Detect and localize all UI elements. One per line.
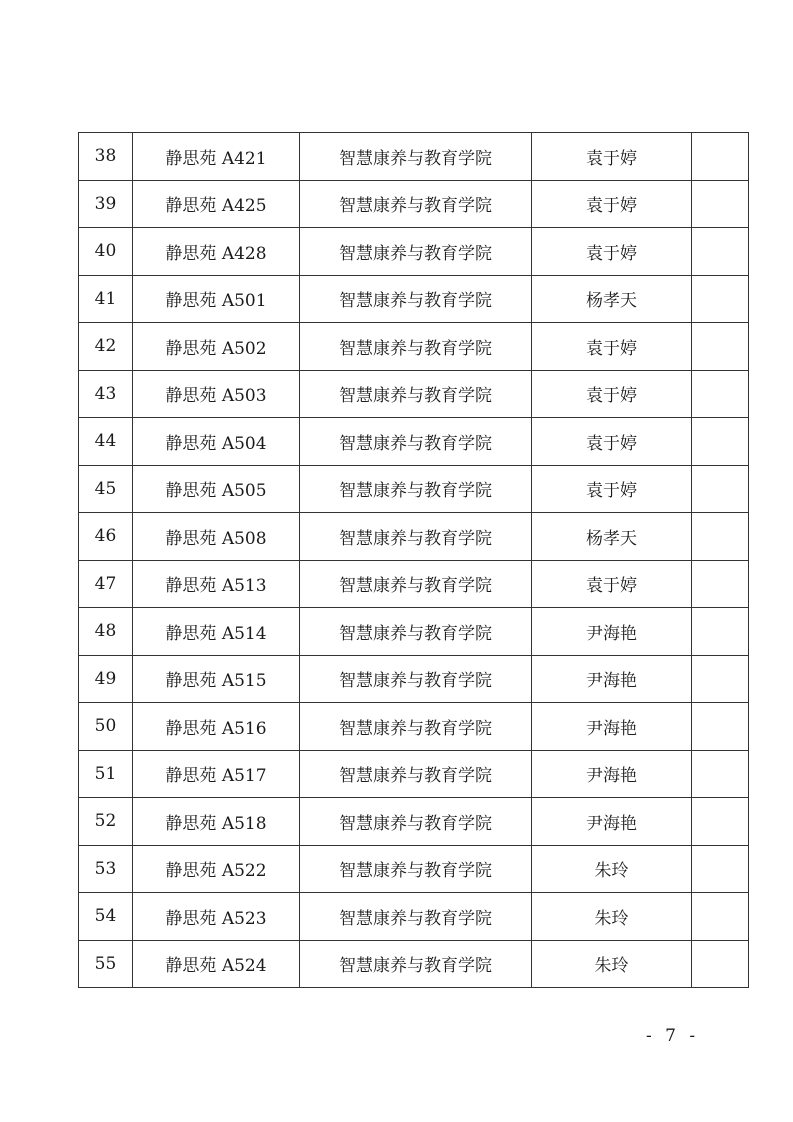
person-in-charge-cell: 尹海艳 bbox=[532, 608, 692, 656]
note-cell bbox=[692, 465, 749, 513]
row-number-cell: 55 bbox=[79, 940, 133, 988]
college-cell: 智慧康养与教育学院 bbox=[300, 180, 532, 228]
row-number-cell: 39 bbox=[79, 180, 133, 228]
table-row bbox=[79, 228, 749, 276]
table-row bbox=[79, 180, 749, 228]
row-number-cell: 40 bbox=[79, 228, 133, 276]
college-cell: 智慧康养与教育学院 bbox=[300, 323, 532, 371]
person-in-charge-cell: 袁于婷 bbox=[532, 180, 692, 228]
table-row bbox=[79, 275, 749, 323]
college-cell: 智慧康养与教育学院 bbox=[300, 465, 532, 513]
college-cell: 智慧康养与教育学院 bbox=[300, 703, 532, 751]
college-cell: 智慧康养与教育学院 bbox=[300, 513, 532, 561]
college-cell: 智慧康养与教育学院 bbox=[300, 275, 532, 323]
table-row bbox=[79, 750, 749, 798]
table-row bbox=[79, 323, 749, 371]
row-number-cell: 44 bbox=[79, 418, 133, 466]
table-row bbox=[79, 703, 749, 751]
row-number-cell: 42 bbox=[79, 323, 133, 371]
table-row bbox=[79, 798, 749, 846]
person-in-charge-cell: 袁于婷 bbox=[532, 465, 692, 513]
row-number-cell: 48 bbox=[79, 608, 133, 656]
note-cell bbox=[692, 608, 749, 656]
college-cell: 智慧康养与教育学院 bbox=[300, 893, 532, 941]
person-in-charge-cell: 朱玲 bbox=[532, 845, 692, 893]
page-number: - 7 - bbox=[646, 1026, 700, 1046]
college-cell: 智慧康养与教育学院 bbox=[300, 228, 532, 276]
person-in-charge-cell: 袁于婷 bbox=[532, 323, 692, 371]
dormitory-table bbox=[78, 132, 749, 988]
room-cell: 静思苑 A505 bbox=[133, 465, 300, 513]
table-row bbox=[79, 608, 749, 656]
table-row bbox=[79, 893, 749, 941]
person-in-charge-cell: 尹海艳 bbox=[532, 750, 692, 798]
note-cell bbox=[692, 940, 749, 988]
table-row bbox=[79, 560, 749, 608]
table-row bbox=[79, 418, 749, 466]
table-row bbox=[79, 513, 749, 561]
room-cell: 静思苑 A513 bbox=[133, 560, 300, 608]
table-row bbox=[79, 940, 749, 988]
row-number-cell: 53 bbox=[79, 845, 133, 893]
note-cell bbox=[692, 655, 749, 703]
college-cell: 智慧康养与教育学院 bbox=[300, 133, 532, 181]
note-cell bbox=[692, 418, 749, 466]
note-cell bbox=[692, 750, 749, 798]
room-cell: 静思苑 A421 bbox=[133, 133, 300, 181]
college-cell: 智慧康养与教育学院 bbox=[300, 845, 532, 893]
room-cell: 静思苑 A508 bbox=[133, 513, 300, 561]
room-cell: 静思苑 A428 bbox=[133, 228, 300, 276]
row-number-cell: 46 bbox=[79, 513, 133, 561]
college-cell: 智慧康养与教育学院 bbox=[300, 798, 532, 846]
row-number-cell: 51 bbox=[79, 750, 133, 798]
college-cell: 智慧康养与教育学院 bbox=[300, 370, 532, 418]
college-cell: 智慧康养与教育学院 bbox=[300, 560, 532, 608]
room-cell: 静思苑 A523 bbox=[133, 893, 300, 941]
table-row bbox=[79, 133, 749, 181]
row-number-cell: 45 bbox=[79, 465, 133, 513]
college-cell: 智慧康养与教育学院 bbox=[300, 940, 532, 988]
person-in-charge-cell: 尹海艳 bbox=[532, 655, 692, 703]
row-number-cell: 47 bbox=[79, 560, 133, 608]
person-in-charge-cell: 袁于婷 bbox=[532, 228, 692, 276]
person-in-charge-cell: 朱玲 bbox=[532, 940, 692, 988]
person-in-charge-cell: 袁于婷 bbox=[532, 418, 692, 466]
person-in-charge-cell: 袁于婷 bbox=[532, 560, 692, 608]
row-number-cell: 49 bbox=[79, 655, 133, 703]
room-cell: 静思苑 A522 bbox=[133, 845, 300, 893]
note-cell bbox=[692, 133, 749, 181]
person-in-charge-cell: 杨孝天 bbox=[532, 513, 692, 561]
room-cell: 静思苑 A501 bbox=[133, 275, 300, 323]
note-cell bbox=[692, 703, 749, 751]
table-row bbox=[79, 465, 749, 513]
row-number-cell: 38 bbox=[79, 133, 133, 181]
room-cell: 静思苑 A524 bbox=[133, 940, 300, 988]
person-in-charge-cell: 朱玲 bbox=[532, 893, 692, 941]
room-cell: 静思苑 A514 bbox=[133, 608, 300, 656]
row-number-cell: 54 bbox=[79, 893, 133, 941]
table-row bbox=[79, 370, 749, 418]
row-number-cell: 50 bbox=[79, 703, 133, 751]
note-cell bbox=[692, 513, 749, 561]
note-cell bbox=[692, 370, 749, 418]
note-cell bbox=[692, 180, 749, 228]
person-in-charge-cell: 尹海艳 bbox=[532, 703, 692, 751]
college-cell: 智慧康养与教育学院 bbox=[300, 655, 532, 703]
note-cell bbox=[692, 560, 749, 608]
table-body bbox=[79, 133, 749, 988]
note-cell bbox=[692, 323, 749, 371]
row-number-cell: 41 bbox=[79, 275, 133, 323]
table-row bbox=[79, 845, 749, 893]
room-cell: 静思苑 A503 bbox=[133, 370, 300, 418]
row-number-cell: 43 bbox=[79, 370, 133, 418]
person-in-charge-cell: 袁于婷 bbox=[532, 370, 692, 418]
person-in-charge-cell: 杨孝天 bbox=[532, 275, 692, 323]
note-cell bbox=[692, 228, 749, 276]
room-cell: 静思苑 A515 bbox=[133, 655, 300, 703]
college-cell: 智慧康养与教育学院 bbox=[300, 750, 532, 798]
room-cell: 静思苑 A518 bbox=[133, 798, 300, 846]
room-cell: 静思苑 A516 bbox=[133, 703, 300, 751]
room-cell: 静思苑 A425 bbox=[133, 180, 300, 228]
note-cell bbox=[692, 893, 749, 941]
room-cell: 静思苑 A502 bbox=[133, 323, 300, 371]
note-cell bbox=[692, 845, 749, 893]
table-row bbox=[79, 655, 749, 703]
note-cell bbox=[692, 798, 749, 846]
row-number-cell: 52 bbox=[79, 798, 133, 846]
room-cell: 静思苑 A517 bbox=[133, 750, 300, 798]
room-cell: 静思苑 A504 bbox=[133, 418, 300, 466]
person-in-charge-cell: 袁于婷 bbox=[532, 133, 692, 181]
college-cell: 智慧康养与教育学院 bbox=[300, 418, 532, 466]
college-cell: 智慧康养与教育学院 bbox=[300, 608, 532, 656]
note-cell bbox=[692, 275, 749, 323]
person-in-charge-cell: 尹海艳 bbox=[532, 798, 692, 846]
